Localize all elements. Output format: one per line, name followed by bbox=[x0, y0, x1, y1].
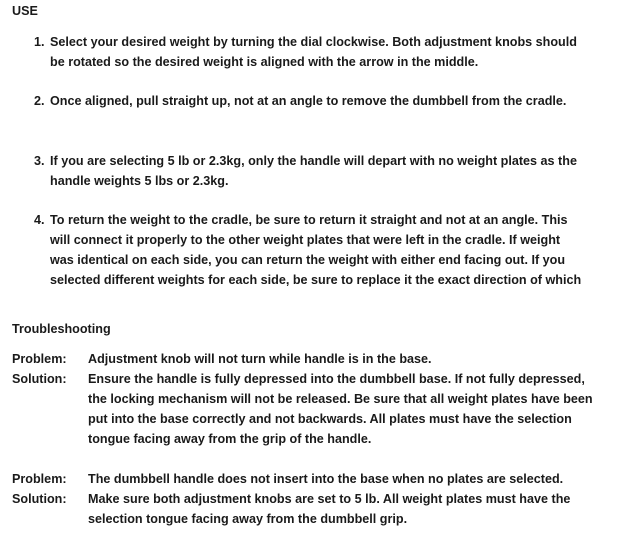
item-line: was identical on each side, you can return the weight with either end facing out. If you bbox=[50, 253, 566, 267]
solution-line: Ensure the handle is fully depressed into the dumbbell base. If not fully depressed, bbox=[88, 372, 585, 386]
item-number: 4. bbox=[34, 213, 45, 227]
problem-text: Adjustment knob will not turn while handle is in the base. bbox=[88, 352, 432, 366]
solution-label: Solution: bbox=[12, 372, 67, 386]
item-line: To return the weight to the cradle, be sure to return it straight and not at an angle. This bbox=[50, 213, 568, 227]
item-number: 2. bbox=[34, 94, 45, 108]
problem-label: Problem: bbox=[12, 352, 67, 366]
item-line: Once aligned, pull straight up, not at an angle to remove the dumbbell from the cradle. bbox=[50, 94, 567, 108]
item-line: If you are selecting 5 lb or 2.3kg, only the handle will depart with no weight plates as the bbox=[50, 154, 577, 168]
solution-line: tongue facing away from the grip of the handle. bbox=[88, 432, 372, 446]
problem-label: Problem: bbox=[12, 472, 67, 486]
solution-label: Solution: bbox=[12, 492, 67, 506]
solution-line: the locking mechanism will not be released. Be sure that all weight plates have been bbox=[88, 392, 593, 406]
item-number: 1. bbox=[34, 35, 45, 49]
item-line: handle weights 5 lbs or 2.3kg. bbox=[50, 174, 229, 188]
item-line: will connect it properly to the other weight plates that were left in the cradle. If weight bbox=[50, 233, 561, 247]
problem-text: The dumbbell handle does not insert into the base when no plates are selected. bbox=[88, 472, 564, 486]
solution-line: Make sure both adjustment knobs are set to 5 lb. All weight plates must have the bbox=[88, 492, 571, 506]
solution-line: selection tongue facing away from the dumbbell grip. bbox=[88, 512, 408, 526]
item-line: selected different weights for each side, be sure to replace it the exact direction of which bbox=[50, 273, 582, 287]
item-line: be rotated so the desired weight is aligned with the arrow in the middle. bbox=[50, 55, 479, 69]
item-number: 3. bbox=[34, 154, 45, 168]
item-line: Select your desired weight by turning the dial clockwise. Both adjustment knobs should bbox=[50, 35, 577, 49]
solution-line: put into the base correctly and not backwards. All plates must have the selection bbox=[88, 412, 572, 426]
use-heading: USE bbox=[12, 4, 38, 18]
troubleshooting-heading: Troubleshooting bbox=[12, 322, 111, 336]
